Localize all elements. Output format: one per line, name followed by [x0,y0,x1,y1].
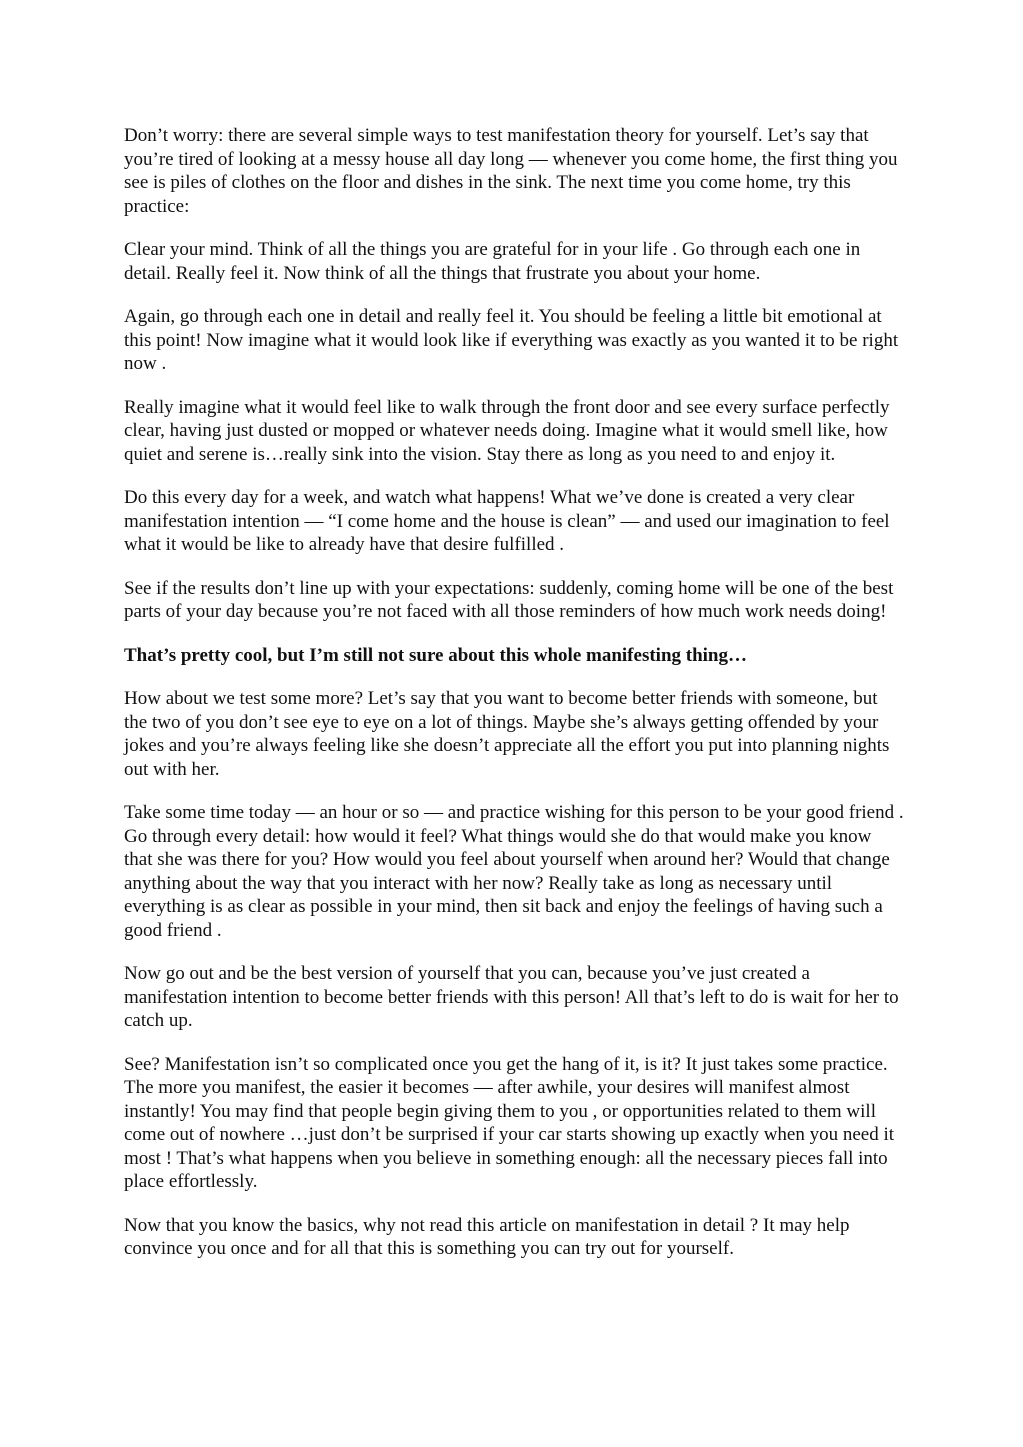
paragraph: See? Manifestation isn’t so complicated once you get the hang of it, is it? It just takes some practice. The more you manifest, the easier it becomes — after awhile, your desires will manifest almost instantly! You may find that people begin giving them to you , or opportunities related to them will come out of nowhere …just don’t be surprised if your car starts showing up exactly when you need it most ! That’s what happens when you believe in something enough: all the necessary pieces fall into place effortlessly. [124,1053,895,1192]
paragraph: Don’t worry: there are several simple ways to test manifestation theory for yourself. Let’s say that you’re tired of looking at a messy house all day long — whenever you come home, the first thing you see is piles of clothes on the floor and dishes in the sink. The next time you come home, try this practice: [124,125,898,217]
section-heading: That’s pretty cool, but I’m still not sure about this whole manifesting thing… [124,644,748,666]
document-page [124,124,904,1281]
paragraph: Now go out and be the best version of yourself that you can, because you’ve just created a manifestation intention to become better friends with this person! All that’s left to do is wait for her to catch up. [124,963,899,1031]
paragraph: Really imagine what it would feel like to walk through the front door and see every surface perfectly clear, having just dusted or mopped or whatever needs doing. Imagine what it would smell like, how quiet and serene is…really sink into the vision. Stay there as long as you need to and enjoy it. [124,396,890,465]
paragraph: Do this every day for a week, and watch what happens! What we’ve done is created a very clear manifestation intention — “I come home and the house is clean” — and used our imagination to feel what it would be like to already have that desire fulfilled . [124,487,890,555]
paragraph: How about we test some more? Let’s say that you want to become better friends with someone, but the two of you don’t see eye to eye on a lot of things. Maybe she’s always getting offended by your jokes and you’re always feeling like she doesn’t appreciate all the effort you put into planning nights out with her. [124,688,890,780]
paragraph: Again, go through each one in detail and really feel it. You should be feeling a little bit emotional at this point! Now imagine what it would look like if everything was exactly as you wanted it to be right now . [124,306,899,374]
paragraph: Now that you know the basics, why not read this article on manifestation in detail ? It may help convince you once and for all that this is something you can try out for yourself. [124,1214,850,1259]
paragraph: Clear your mind. Think of all the things you are grateful for in your life . Go through each one in detail. Really feel it. Now think of all the things that frustrate you about your home. [124,239,861,284]
paragraph: See if the results don’t line up with your expectations: suddenly, coming home will be one of the best parts of your day because you’re not faced with all those reminders of how much work needs doing! [124,577,894,622]
paragraph: Take some time today — an hour or so — and practice wishing for this person to be your good friend . Go through every detail: how would it feel? What things would she do that would make you know that she was there for you? How would you feel about yourself when around her? Would that change anything about the way that you interact with her now? Really take as long as necessary until everything is as clear as possible in your mind, then sit back and enjoy the feelings of having such a good friend . [124,802,904,941]
